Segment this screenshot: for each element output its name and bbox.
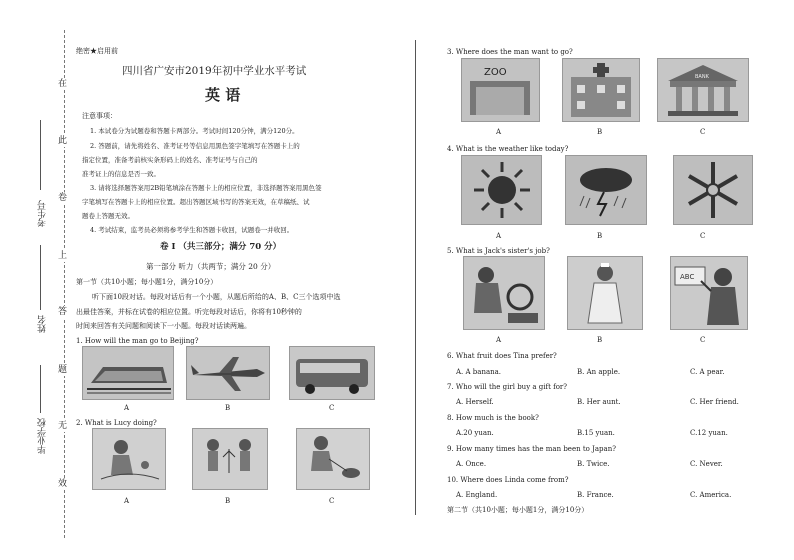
binding-char: 卷 xyxy=(58,193,68,203)
instruction-line: 出最佳答案，并标在试卷的相应位置。听完每段对话后，你将有10秒钟的 xyxy=(76,308,302,316)
note-line: 4. 考试结束，监考员必须将参考学生和答题卡收回，试题卷一并收回。 xyxy=(90,226,294,234)
option-label: A xyxy=(124,404,130,412)
note-line: 3. 请将选择题答案用2B铅笔填涂在答题卡上的相应位置，非选择题答案用黑色签 xyxy=(90,184,322,192)
binding-char: 上 xyxy=(58,251,68,261)
exam-title: 四川省广安市2019年初中学业水平考试 xyxy=(122,65,307,77)
driver-image xyxy=(463,256,545,330)
option-label: B xyxy=(597,128,603,136)
option-b: B. France. xyxy=(577,491,614,499)
option-c: C. Her friend. xyxy=(690,398,739,406)
bank-sign-text: BANK xyxy=(695,74,709,80)
binding-char: 效 xyxy=(58,479,68,489)
school-label: 毕业学校 xyxy=(38,418,48,454)
option-b: B. An apple. xyxy=(577,368,621,376)
option-label: A xyxy=(124,497,130,505)
option-label: C xyxy=(700,232,706,240)
zoo-image xyxy=(461,58,540,122)
note-line: 2. 答题前，请先将姓名、准考证号等信息用黑色签字笔填写在答题卡上的 xyxy=(90,142,300,150)
stormy-image xyxy=(565,155,647,225)
section-2-heading: 第二节（共10小题；每小题1分，满分10分） xyxy=(447,506,589,514)
part-heading: 第一部分 听力（共两节；满分 20 分） xyxy=(146,262,276,271)
candidate-number-line xyxy=(40,120,41,190)
option-a: A. Herself. xyxy=(456,398,494,406)
snowy-image xyxy=(673,155,753,225)
option-label: A xyxy=(496,336,502,344)
option-label: C xyxy=(700,336,706,344)
column-divider xyxy=(415,40,416,515)
option-label: A xyxy=(496,128,502,136)
teacher-image xyxy=(670,256,748,330)
instruction-line: 时间来回答有关问题和阅读下一小题。每段对话读两遍。 xyxy=(76,322,251,330)
binding-char: 答 xyxy=(58,307,68,317)
binding-dashed-line xyxy=(64,30,65,538)
option-a: A. Once. xyxy=(456,460,487,468)
board-abc-text: ABC xyxy=(680,273,695,281)
note-line: 准考证上的信息是否一致。 xyxy=(82,170,160,178)
confidential-mark: 绝密★启用前 xyxy=(76,47,118,55)
question-2: 2. What is Lucy doing? xyxy=(76,419,157,427)
girl-walking-dog-image xyxy=(296,428,370,490)
subject-title: 英 语 xyxy=(205,86,241,104)
girl-watering-image xyxy=(92,428,166,490)
nurse-image xyxy=(567,256,643,330)
zoo-sign-text: ZOO xyxy=(484,67,507,78)
option-label: B xyxy=(597,336,603,344)
option-label: B xyxy=(597,232,603,240)
bus-image xyxy=(289,346,375,400)
option-b: B. Her aunt. xyxy=(577,398,621,406)
binding-char: 题 xyxy=(58,365,68,375)
note-line: 题卷上答题无效。 xyxy=(82,212,134,220)
question-8: 8. How much is the book? xyxy=(447,414,539,422)
question-5: 5. What is Jack's sister's job? xyxy=(447,247,550,255)
volume-heading: 卷 I （共三部分；满分 70 分） xyxy=(160,242,282,252)
question-7: 7. Who will the girl buy a gift for? xyxy=(447,383,568,391)
option-a: A. England. xyxy=(456,491,498,499)
name-label: 姓名 xyxy=(38,315,48,333)
option-c: C. A pear. xyxy=(690,368,725,376)
option-a: A.20 yuan. xyxy=(456,429,494,437)
train-image xyxy=(82,346,174,400)
question-4: 4. What is the weather like today? xyxy=(447,145,569,153)
question-1: 1. How will the man go to Beijing? xyxy=(76,337,199,345)
binding-char: 在 xyxy=(58,79,68,89)
section-heading: 第一节（共10小题；每小题1分，满分10分） xyxy=(76,278,218,286)
bank-image xyxy=(657,58,749,122)
question-3: 3. Where does the man want to go? xyxy=(447,48,573,56)
option-label: B xyxy=(225,497,231,505)
question-6: 6. What fruit does Tina prefer? xyxy=(447,352,557,360)
option-label: B xyxy=(225,404,231,412)
kids-planting-image xyxy=(192,428,268,490)
option-b: B. Twice. xyxy=(577,460,610,468)
option-label: C xyxy=(700,128,706,136)
option-label: C xyxy=(329,497,335,505)
school-line xyxy=(40,365,41,413)
airplane-image xyxy=(186,346,270,400)
option-b: B.15 yuan. xyxy=(577,429,615,437)
notes-heading: 注意事项： xyxy=(82,112,117,120)
sunny-image xyxy=(461,155,542,225)
hospital-image xyxy=(562,58,640,122)
binding-char: 此 xyxy=(58,136,68,146)
name-line xyxy=(40,245,41,310)
note-line: 字笔填写在答题卡上的相应位置。超出答题区域书写的答案无效，在草稿纸、试 xyxy=(82,198,310,206)
question-10: 10. Where does Linda come from? xyxy=(447,476,569,484)
option-label: A xyxy=(496,232,502,240)
binding-char: 无 xyxy=(58,421,68,431)
note-line: 1. 本试卷分为试题卷和答题卡两部分。考试时间120分钟，满分120分。 xyxy=(90,127,299,135)
option-a: A. A banana. xyxy=(456,368,502,376)
candidate-number-label: 考生号 xyxy=(38,200,48,227)
option-c: C. America. xyxy=(690,491,732,499)
option-c: C. Never. xyxy=(690,460,723,468)
option-c: C.12 yuan. xyxy=(690,429,728,437)
note-line: 指定位置，准备考前核实条形码上的姓名、准考证号与自己的 xyxy=(82,156,258,164)
question-9: 9. How many times has the man been to Japan? xyxy=(447,445,616,453)
instruction-line: 听下面10段对话。每段对话后有一个小题，从题后所给的A、B、C三个选项中选 xyxy=(92,293,341,301)
option-label: C xyxy=(329,404,335,412)
